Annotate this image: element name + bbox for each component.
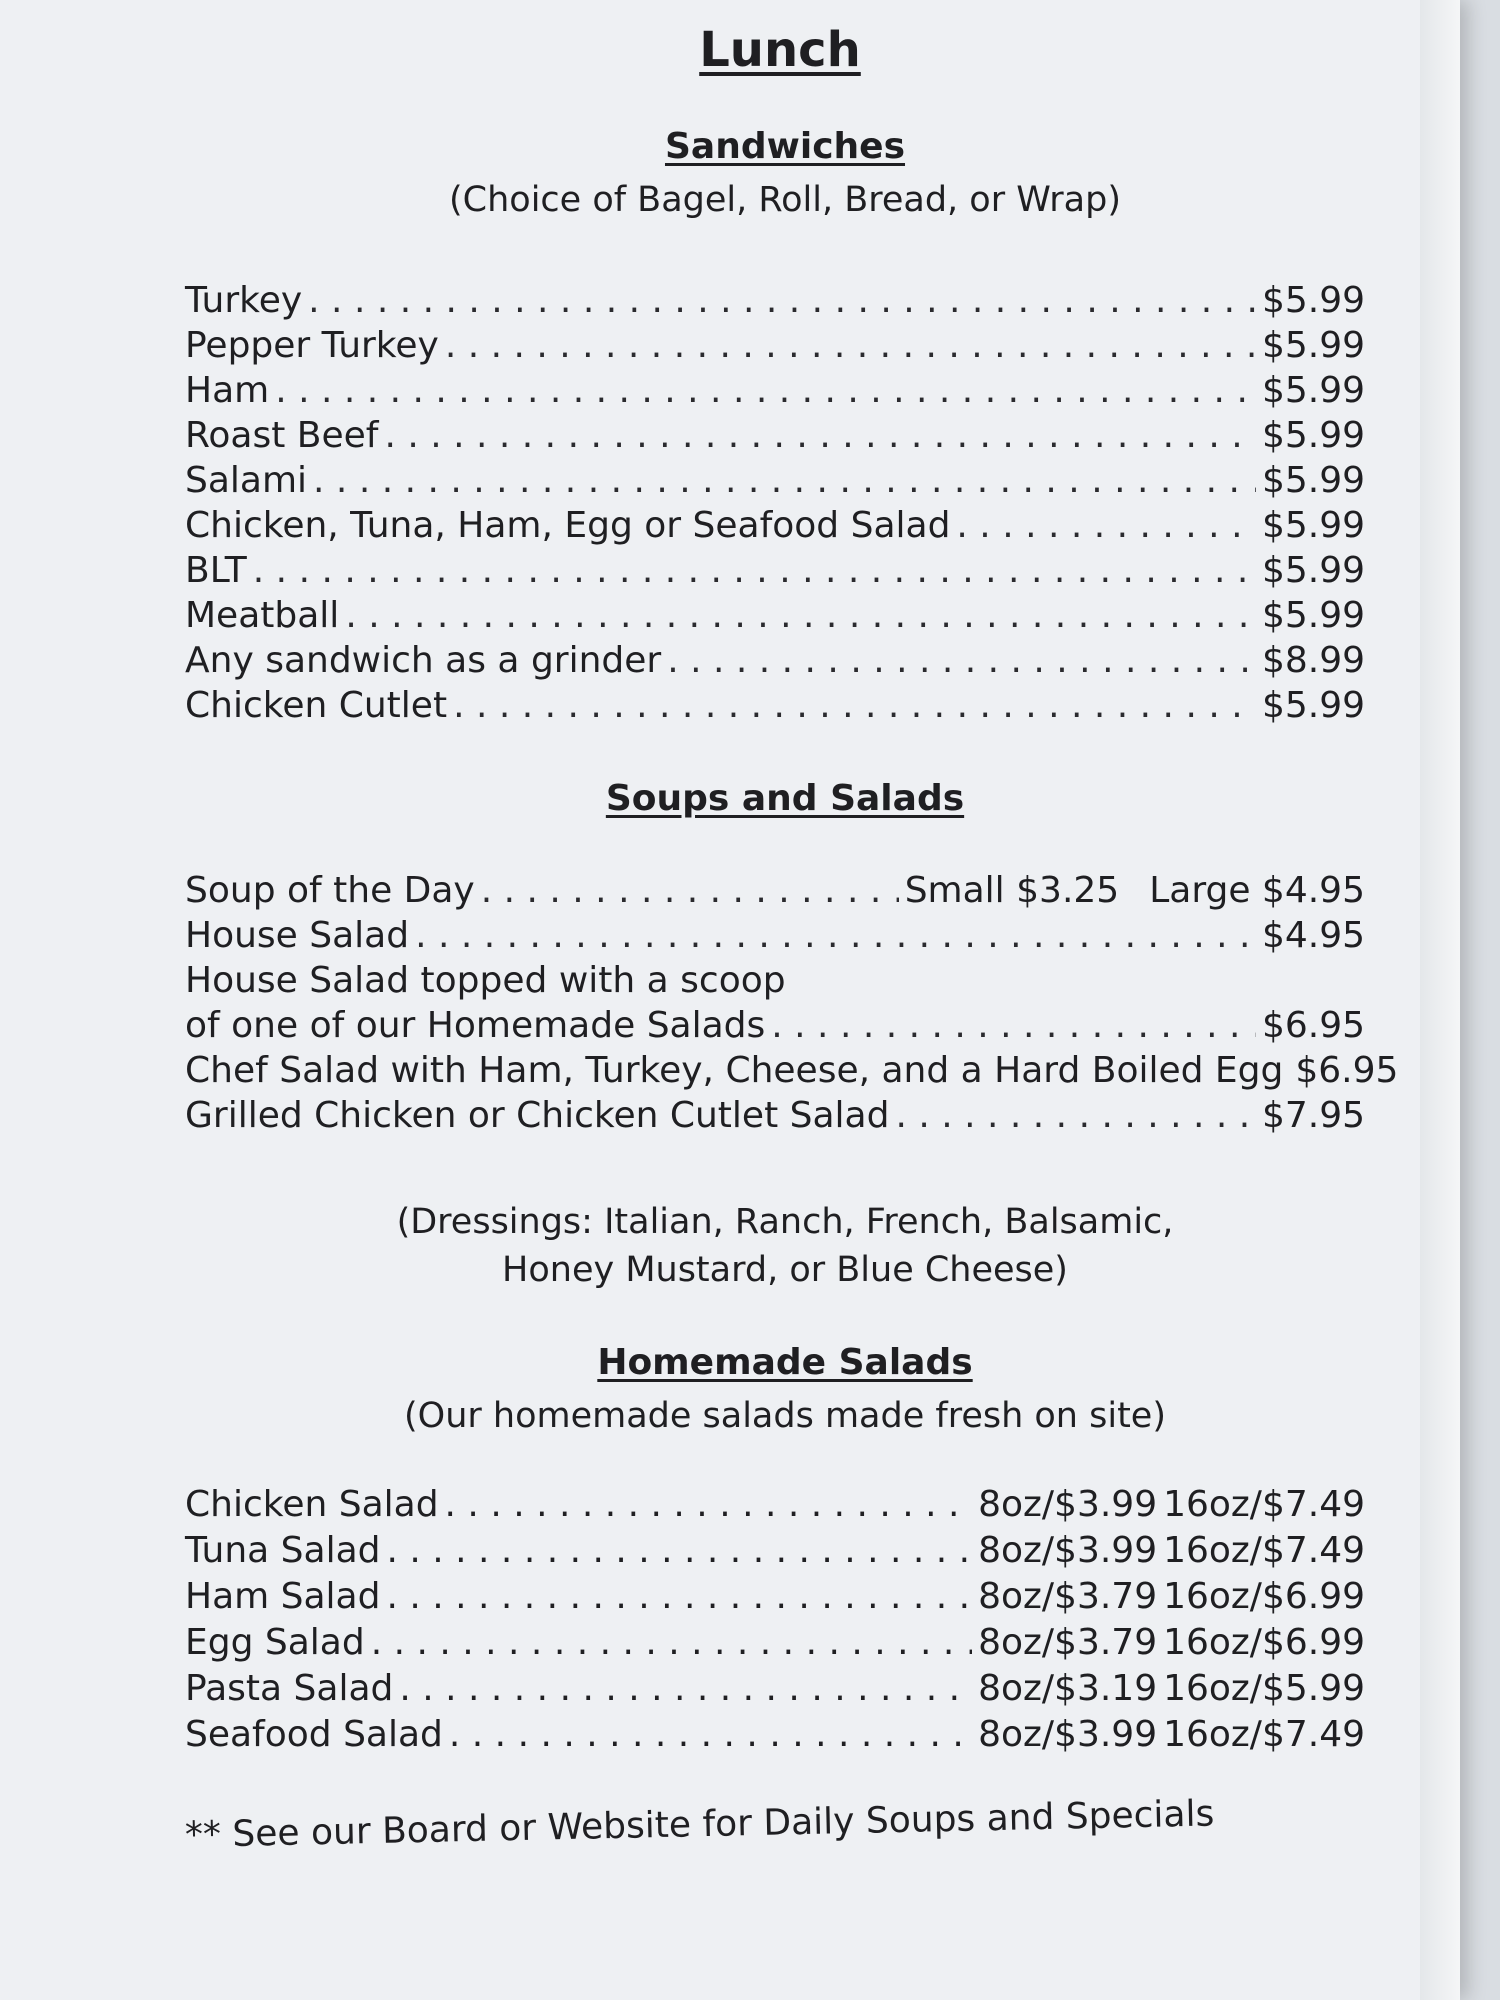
homemade-salads-subtitle: (Our homemade salads made fresh on site) bbox=[403, 1396, 1166, 1436]
menu-item: of one of our Homemade Salads . . . $6.95 bbox=[185, 1005, 1365, 1050]
menu-item: Tuna Salad . . . 8oz/$3.99 16oz/$7.49 bbox=[185, 1530, 1365, 1576]
menu-item: Meatball . . . $5.99 bbox=[185, 595, 1365, 640]
sandwich-list bbox=[185, 280, 1365, 730]
dressings-note-line1: (Dressings: Italian, Ranch, French, Balsamic, bbox=[396, 1202, 1174, 1242]
menu-item: Ham Salad . . . 8oz/$3.79 16oz/$6.99 bbox=[185, 1576, 1365, 1622]
menu-item: Chef Salad with Ham, Turkey, Cheese, and a Hard Boiled Egg $6.95 bbox=[185, 1050, 1399, 1091]
specials-footnote: ** See our Board or Website for Daily Soups and Specials bbox=[184, 1793, 1215, 1856]
menu-item: Ham . . . $5.99 bbox=[185, 370, 1365, 415]
menu-item: Soup of the Day . . . Small $3.25 Large $4.95 bbox=[185, 870, 1365, 915]
menu-item: Chicken Cutlet . . . $5.99 bbox=[185, 685, 1365, 730]
menu-item: Chicken, Tuna, Ham, Egg or Seafood Salad . . . $5.99 bbox=[185, 505, 1365, 550]
menu-item: Grilled Chicken or Chicken Cutlet Salad . . . $7.95 bbox=[185, 1095, 1365, 1140]
menu-item: BLT . . . $5.99 bbox=[185, 550, 1365, 595]
menu-item: Pasta Salad . . . 8oz/$3.19 16oz/$5.99 bbox=[185, 1668, 1365, 1714]
page-edge-shadow bbox=[1420, 0, 1460, 2000]
menu-item: House Salad . . . $4.95 bbox=[185, 915, 1365, 960]
menu-item: Chicken Salad . . . 8oz/$3.99 16oz/$7.49 bbox=[185, 1484, 1365, 1530]
sandwiches-subtitle: (Choice of Bagel, Roll, Bread, or Wrap) bbox=[449, 180, 1121, 220]
menu-item: Roast Beef . . . $5.99 bbox=[185, 415, 1365, 460]
soup-small-price: Small $3.25 bbox=[904, 870, 1120, 911]
homemade-salads-list bbox=[185, 1484, 1365, 1760]
homemade-salads-heading: Homemade Salads bbox=[597, 1342, 973, 1383]
menu-item: Seafood Salad . . . 8oz/$3.99 16oz/$7.49 bbox=[185, 1714, 1365, 1760]
soups-salads-list bbox=[185, 870, 1399, 1140]
menu-item: Turkey . . . $5.99 bbox=[185, 280, 1365, 325]
soups-salads-heading: Soups and Salads bbox=[605, 778, 965, 819]
menu-item: Any sandwich as a grinder . . . $8.99 bbox=[185, 640, 1365, 685]
menu-item: Salami . . . $5.99 bbox=[185, 460, 1365, 505]
dressings-note-line2: Honey Mustard, or Blue Cheese) bbox=[502, 1250, 1068, 1290]
menu-item: Pepper Turkey . . . $5.99 bbox=[185, 325, 1365, 370]
sandwiches-heading: Sandwiches bbox=[664, 126, 906, 167]
page-title: Lunch bbox=[699, 22, 861, 78]
menu-item: Egg Salad . . . 8oz/$3.79 16oz/$6.99 bbox=[185, 1622, 1365, 1668]
menu-item-line: House Salad topped with a scoop bbox=[185, 960, 786, 1001]
soup-large-price: Large $4.95 bbox=[1149, 870, 1365, 911]
